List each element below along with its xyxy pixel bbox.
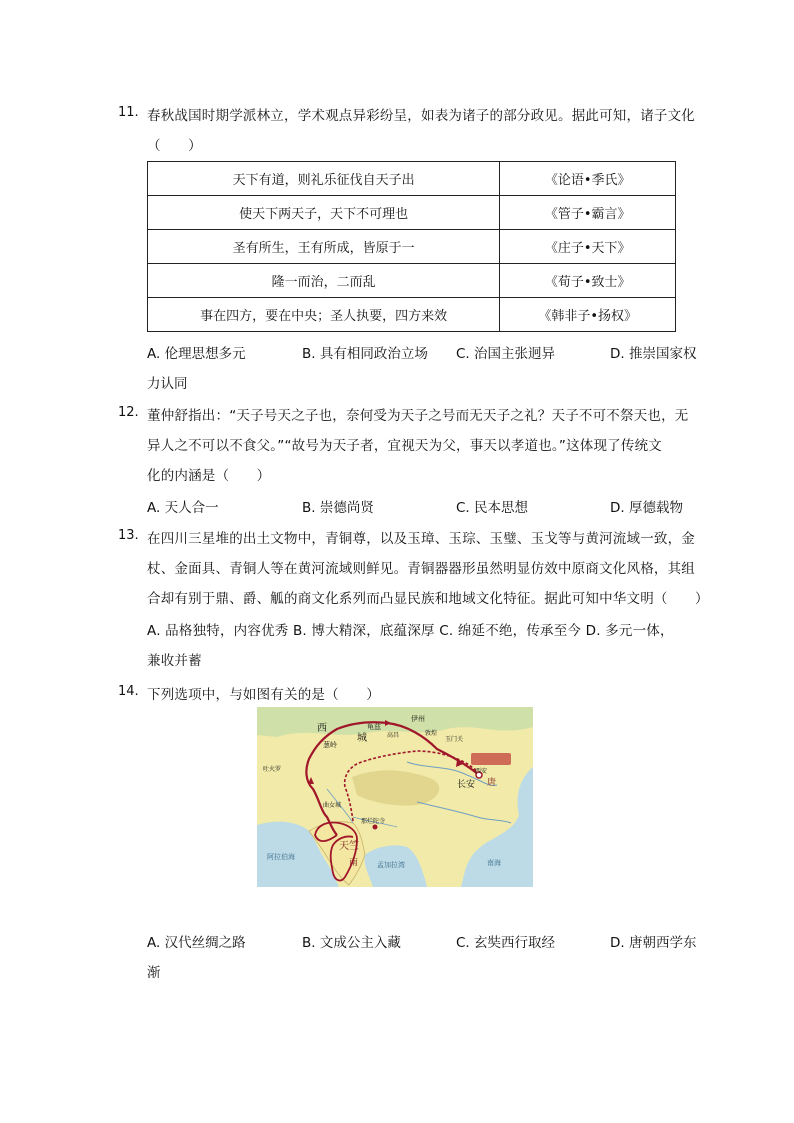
table-row bbox=[148, 298, 676, 332]
map-label-tuhuoluo: 吐火罗 bbox=[263, 766, 282, 773]
option-b[interactable]: B. 文成公主入藏 bbox=[302, 935, 401, 951]
map-label-dunhuang: 敦煌 bbox=[425, 730, 438, 737]
map-label-city: 城 bbox=[357, 733, 367, 744]
question-stem: 异人之不可以不食父。”“故号为天子者，宜视天为父，事天以孝道也。”这体现了传统文 bbox=[147, 438, 662, 454]
option-d-continued: 渐 bbox=[147, 965, 161, 981]
question-number: 11. bbox=[118, 105, 139, 120]
option-d[interactable]: D. 唐朝西学东 bbox=[610, 935, 697, 951]
map-label-yizhou: 伊州 bbox=[411, 715, 425, 723]
map-label-tianzhu: 天竺 bbox=[339, 841, 359, 852]
option-c[interactable]: C. 玄奘西行取经 bbox=[456, 935, 556, 951]
map-label-changan: 长安 bbox=[457, 780, 476, 790]
quote-cell: 使天下两天子，天下不可理也 bbox=[148, 196, 500, 230]
table-row bbox=[148, 162, 676, 196]
map-label-congling: 葱岭 bbox=[323, 741, 337, 749]
question-stem: 化的内涵是（ ） bbox=[147, 468, 271, 484]
quote-cell: 天下有道，则礼乐征伐自天子出 bbox=[148, 162, 500, 196]
table-row bbox=[148, 230, 676, 264]
map-label-nalanduo: 那烂陀寺 bbox=[361, 818, 386, 825]
question-number: 13. bbox=[118, 528, 139, 543]
options-line[interactable]: A. 品格独特，内容优秀 B. 博大精深，底蕴深厚 C. 绵延不绝，传承至今 D. 多元一体， bbox=[147, 623, 674, 639]
map-label-bengal: 孟加拉湾 bbox=[377, 861, 405, 869]
map-label-qunv: 曲女城 bbox=[323, 802, 342, 809]
map-label-tang: 唐 bbox=[487, 778, 497, 788]
views-table bbox=[147, 161, 676, 332]
question-stem: 在四川三星堆的出土文物中，青铜尊，以及玉璋、玉琮、玉璧、玉戈等与黄河流域一致，金 bbox=[147, 531, 695, 547]
option-d[interactable]: D. 厚德载物 bbox=[610, 500, 683, 516]
quote-cell: 隆一而治，二而乱 bbox=[148, 264, 500, 298]
tang-region-badge bbox=[471, 753, 511, 765]
option-b[interactable]: B. 具有相同政治立场 bbox=[302, 346, 428, 362]
quote-cell: 事在四方，要在中央；圣人执要，四方来效 bbox=[148, 298, 500, 332]
xuanzang-route-map bbox=[257, 707, 533, 887]
quote-cell: 圣有所生，王有所成，皆原于一 bbox=[148, 230, 500, 264]
map-label-west: 西 bbox=[317, 723, 327, 734]
option-a[interactable]: A. 汉代丝绸之路 bbox=[147, 935, 246, 951]
question-stem: 合却有别于鼎、爵、觚的商文化系列而凸显民族和地域文化特征。据此可知中华文明（ ） bbox=[147, 591, 709, 607]
map-label-gaochang: 高昌 bbox=[387, 732, 400, 739]
option-d[interactable]: D. 推崇国家权 bbox=[610, 346, 697, 362]
option-c[interactable]: C. 治国主张迥异 bbox=[456, 346, 556, 362]
source-cell: 《荀子•致士》 bbox=[500, 264, 676, 298]
map-label-qiuci: 龟兹 bbox=[367, 723, 381, 731]
source-cell: 《庄子•天下》 bbox=[500, 230, 676, 264]
source-cell: 《管子•霸言》 bbox=[500, 196, 676, 230]
option-b[interactable]: B. 崇德尚贤 bbox=[302, 500, 374, 516]
option-d-continued: 兼收并蓄 bbox=[147, 653, 202, 669]
question-stem: 春秋战国时期学派林立，学术观点异彩纷呈，如表为诸子的部分政见。据此可知，诸子文化 bbox=[147, 108, 695, 124]
map-label-arabian-sea: 阿拉伯海 bbox=[267, 853, 295, 861]
source-cell: 《韩非子•扬权》 bbox=[500, 298, 676, 332]
question-number: 14. bbox=[118, 684, 139, 699]
option-a[interactable]: A. 天人合一 bbox=[147, 500, 219, 516]
map-label-south-sea: 南海 bbox=[487, 859, 501, 867]
question-stem: 下列选项中，与如图有关的是（ ） bbox=[147, 687, 380, 703]
question-stem: 杖、金面具、青铜人等在黄河流域则鲜见。青铜器器形虽然明显仿效中原商文化风格，其组 bbox=[147, 561, 695, 577]
map-svg bbox=[257, 707, 533, 887]
table-row bbox=[148, 196, 676, 230]
table-row bbox=[148, 264, 676, 298]
nalanda-marker bbox=[373, 825, 378, 830]
map-label-nan: 南 bbox=[349, 858, 359, 868]
option-d-continued: 力认同 bbox=[147, 376, 188, 392]
question-stem: 董仲舒指出：“天子号天之子也，奈何受为天子之号而无天子之礼？天子不可不祭天也，无 bbox=[147, 408, 689, 424]
map-label-xian: 西安 bbox=[475, 768, 488, 775]
option-c[interactable]: C. 民本思想 bbox=[456, 500, 529, 516]
source-cell: 《论语•季氏》 bbox=[500, 162, 676, 196]
option-a[interactable]: A. 伦理思想多元 bbox=[147, 346, 246, 362]
question-number: 12. bbox=[118, 405, 139, 420]
answer-blank: （ ） bbox=[147, 138, 202, 154]
map-label-yumenguan: 玉门关 bbox=[445, 736, 464, 743]
